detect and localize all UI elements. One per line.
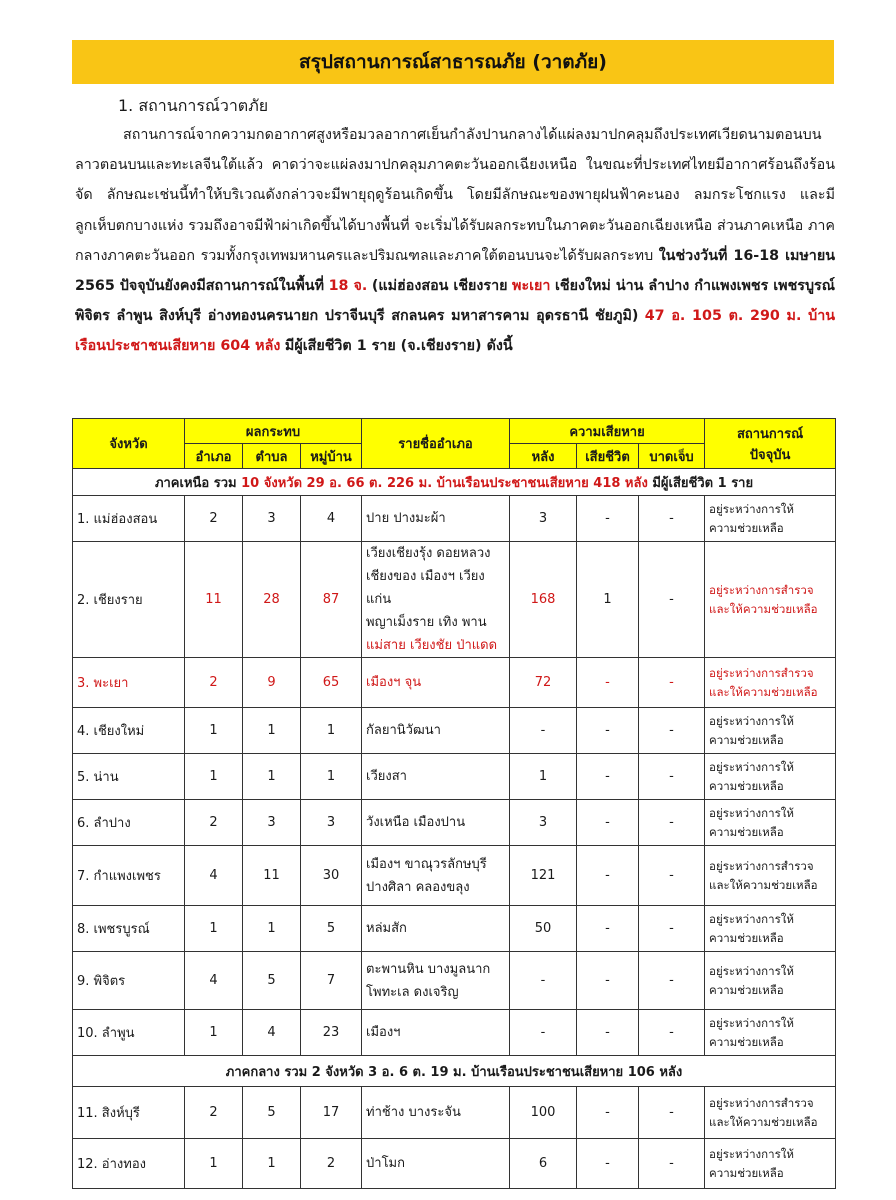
status-line: อยู่ระหว่างการให้ <box>709 713 794 728</box>
status-cell <box>705 496 836 542</box>
district-count-cell: 2 <box>185 800 243 846</box>
village-count-cell: 30 <box>301 846 362 906</box>
table-row <box>73 846 836 906</box>
status-line: อยู่ระหว่างการให้ <box>709 759 794 774</box>
injured-cell: - <box>639 1087 705 1139</box>
deaths-cell: - <box>577 496 639 542</box>
deaths-cell: - <box>577 800 639 846</box>
page-title: สรุปสถานการณ์สาธารณภัย (วาตภัย) <box>72 40 834 84</box>
header-injured: บาดเจ็บ <box>639 444 705 469</box>
district-names-line: เวียงสา <box>366 769 407 784</box>
province-cell: 12. อ่างทอง <box>73 1139 185 1189</box>
status-line: ความช่วยเหลือ <box>709 732 784 747</box>
village-count-cell: 5 <box>301 906 362 952</box>
intro-text-8: มีผู้เสียชีวิต 1 ราย (จ.เชียงราย) ดังนี้ <box>284 338 513 355</box>
district-names-cell <box>362 1139 510 1189</box>
injured-cell: - <box>639 496 705 542</box>
status-line: อยู่ระหว่างการสำรวจ <box>709 1095 814 1110</box>
region-summary-central-cell: ภาคกลาง รวม 2 จังหวัด 3 อ. 6 ต. 19 ม. บ้านเรือนประชาชนเสียหาย 106 หลัง <box>73 1056 836 1087</box>
district-names-cell <box>362 800 510 846</box>
table-row <box>73 754 836 800</box>
district-count-cell: 1 <box>185 1139 243 1189</box>
houses-cell: 6 <box>510 1139 577 1189</box>
status-cell <box>705 658 836 708</box>
village-count-cell: 3 <box>301 800 362 846</box>
province-cell: 11. สิงห์บุรี <box>73 1087 185 1139</box>
table-row <box>73 1087 836 1139</box>
status-line: อยู่ระหว่างการสำรวจ <box>709 665 814 680</box>
deaths-cell: - <box>577 952 639 1010</box>
district-names-line: เชียงของ เมืองฯ เวียงแก่น <box>366 569 485 607</box>
deaths-cell: - <box>577 754 639 800</box>
header-subdistrict: ตำบล <box>243 444 301 469</box>
district-names-line: หล่มสัก <box>366 921 407 936</box>
status-cell <box>705 906 836 952</box>
section-heading: 1. สถานการณ์วาตภัย <box>118 96 269 115</box>
injured-cell: - <box>639 1139 705 1189</box>
district-names-cell <box>362 952 510 1010</box>
table-row <box>73 496 836 542</box>
status-line: อยู่ระหว่างการให้ <box>709 963 794 978</box>
province-cell: 7. กำแพงเพชร <box>73 846 185 906</box>
injured-cell: - <box>639 846 705 906</box>
table-row <box>73 1010 836 1056</box>
district-names-line: วังเหนือ เมืองปาน <box>366 815 466 830</box>
deaths-cell: - <box>577 846 639 906</box>
intro-text-4: (แม่ฮ่องสอน เชียงราย <box>371 278 508 295</box>
intro-paragraph <box>75 120 835 362</box>
houses-cell: - <box>510 952 577 1010</box>
village-count-cell: 1 <box>301 754 362 800</box>
deaths-cell: - <box>577 708 639 754</box>
status-cell <box>705 1010 836 1056</box>
houses-cell: 3 <box>510 496 577 542</box>
table-row <box>73 658 836 708</box>
district-names-line: โพทะเล ดงเจริญ <box>366 984 459 1000</box>
region-north-deaths: มีผู้เสียชีวิต 1 ราย <box>652 475 754 491</box>
status-line: อยู่ระหว่างการให้ <box>709 911 794 926</box>
status-line: และให้ความช่วยเหลือ <box>709 601 818 616</box>
houses-cell: 100 <box>510 1087 577 1139</box>
table-row <box>73 952 836 1010</box>
district-names-line: ปาย ปางมะผ้า <box>366 511 446 526</box>
status-line: อยู่ระหว่างการสำรวจ <box>709 858 814 873</box>
district-count-cell: 1 <box>185 906 243 952</box>
province-cell: 1. แม่ฮ่องสอน <box>73 496 185 542</box>
status-cell <box>705 952 836 1010</box>
header-damage: ความเสียหาย <box>510 419 705 444</box>
header-district: อำเภอ <box>185 444 243 469</box>
houses-cell: 168 <box>510 542 577 658</box>
subdistrict-count-cell: 1 <box>243 708 301 754</box>
header-deaths: เสียชีวิต <box>577 444 639 469</box>
status-cell <box>705 846 836 906</box>
district-count-cell: 4 <box>185 846 243 906</box>
deaths-cell: - <box>577 1087 639 1139</box>
subdistrict-count-cell: 5 <box>243 952 301 1010</box>
deaths-cell: - <box>577 906 639 952</box>
table-row <box>73 1139 836 1189</box>
status-line: อยู่ระหว่างการให้ <box>709 1015 794 1030</box>
district-names-line: เมืองฯ จุน <box>366 675 422 690</box>
district-names-cell <box>362 658 510 708</box>
status-cell <box>705 542 836 658</box>
injured-cell: - <box>639 800 705 846</box>
district-names-cell <box>362 754 510 800</box>
village-count-cell: 23 <box>301 1010 362 1056</box>
subdistrict-count-cell: 3 <box>243 496 301 542</box>
table-row <box>73 708 836 754</box>
district-names-cell <box>362 1087 510 1139</box>
district-names-line: ป่าโมก <box>366 1156 405 1171</box>
status-line: อยู่ระหว่างการสำรวจ <box>709 582 814 597</box>
houses-cell: - <box>510 1010 577 1056</box>
status-line: อยู่ระหว่างการให้ <box>709 805 794 820</box>
subdistrict-count-cell: 9 <box>243 658 301 708</box>
district-names-line: เมืองฯ ขาณุวรลักษบุรี <box>366 856 487 872</box>
deaths-cell: - <box>577 658 639 708</box>
status-line: อยู่ระหว่างการให้ <box>709 1146 794 1161</box>
village-count-cell: 17 <box>301 1087 362 1139</box>
status-line: ความช่วยเหลือ <box>709 520 784 535</box>
province-cell: 8. เพชรบูรณ์ <box>73 906 185 952</box>
province-cell: 4. เชียงใหม่ <box>73 708 185 754</box>
district-count-cell: 2 <box>185 496 243 542</box>
status-line: และให้ความช่วยเหลือ <box>709 1114 818 1129</box>
province-cell: 3. พะเยา <box>73 658 185 708</box>
village-count-cell: 4 <box>301 496 362 542</box>
subdistrict-count-cell: 1 <box>243 754 301 800</box>
injured-cell: - <box>639 1010 705 1056</box>
district-names-line: เวียงเชียงรุ้ง ดอยหลวง <box>366 546 491 561</box>
deaths-cell: 1 <box>577 542 639 658</box>
district-names-cell <box>362 542 510 658</box>
header-status-line1: สถานการณ์ <box>736 426 804 442</box>
district-names-cell <box>362 496 510 542</box>
header-district-names: รายชื่ออำเภอ <box>362 419 510 469</box>
village-count-cell: 7 <box>301 952 362 1010</box>
region-north-label: ภาคเหนือ รวม <box>154 475 237 491</box>
status-line: ความช่วยเหลือ <box>709 778 784 793</box>
district-names-cell <box>362 906 510 952</box>
houses-cell: 121 <box>510 846 577 906</box>
deaths-cell: - <box>577 1010 639 1056</box>
region-summary-north-cell <box>73 469 836 496</box>
subdistrict-count-cell: 11 <box>243 846 301 906</box>
table-row <box>73 906 836 952</box>
status-cell <box>705 708 836 754</box>
injured-cell: - <box>639 658 705 708</box>
district-names-cell <box>362 846 510 906</box>
district-count-cell: 11 <box>185 542 243 658</box>
region-summary-north <box>73 469 836 496</box>
district-names-line: ตะพานหิน บางมูลนาก <box>366 961 491 977</box>
district-count-cell: 1 <box>185 754 243 800</box>
district-names-cell <box>362 1010 510 1056</box>
region-summary-central <box>73 1056 836 1087</box>
village-count-cell: 65 <box>301 658 362 708</box>
subdistrict-count-cell: 1 <box>243 1139 301 1189</box>
table-row <box>73 800 836 846</box>
status-cell <box>705 1139 836 1189</box>
injured-cell: - <box>639 906 705 952</box>
district-count-cell: 4 <box>185 952 243 1010</box>
intro-text-2: ในช่วงวันที่ 16-18 เมษายน 2565 ปัจจุบันยังคงมีสถานการณ์ในพื้นที่ <box>75 247 835 295</box>
intro-text-3: 18 จ. <box>328 278 368 295</box>
header-status <box>705 419 836 469</box>
district-names-line-highlight: แม่สาย เวียงชัย ป่าแดด <box>366 638 498 653</box>
subdistrict-count-cell: 28 <box>243 542 301 658</box>
village-count-cell: 2 <box>301 1139 362 1189</box>
status-line: ความช่วยเหลือ <box>709 982 784 997</box>
status-line: และให้ความช่วยเหลือ <box>709 877 818 892</box>
status-line: ความช่วยเหลือ <box>709 824 784 839</box>
houses-cell: 50 <box>510 906 577 952</box>
district-names-line: เมืองฯ <box>366 1025 401 1040</box>
province-cell: 10. ลำพูน <box>73 1010 185 1056</box>
district-count-cell: 1 <box>185 1010 243 1056</box>
header-village: หมู่บ้าน <box>301 444 362 469</box>
province-cell: 2. เชียงราย <box>73 542 185 658</box>
district-names-line: กัลยานิวัฒนา <box>366 723 441 738</box>
deaths-cell: - <box>577 1139 639 1189</box>
intro-text-5: พะเยา <box>512 278 551 295</box>
header-impact: ผลกระทบ <box>185 419 362 444</box>
injured-cell: - <box>639 542 705 658</box>
houses-cell: - <box>510 708 577 754</box>
status-cell <box>705 754 836 800</box>
district-names-line: ท่าช้าง บางระจัน <box>366 1105 461 1120</box>
subdistrict-count-cell: 1 <box>243 906 301 952</box>
disaster-summary-table <box>72 418 836 1189</box>
district-count-cell: 2 <box>185 1087 243 1139</box>
status-line: ความช่วยเหลือ <box>709 930 784 945</box>
injured-cell: - <box>639 708 705 754</box>
district-names-cell <box>362 708 510 754</box>
district-names-line: ปางศิลา คลองขลุง <box>366 879 470 895</box>
intro-text-6: เชียงใหม่ น่าน ลำปาง กำแพงเพชร เพชรบูรณ์ พิจิตร ลำพูน สิงห์บุรี อ่างทองนครนายก ปราจีนบุรี สกลนคร มหาสารคาม อุดรธานี ชัยภูมิ) <box>75 278 835 325</box>
injured-cell: - <box>639 952 705 1010</box>
subdistrict-count-cell: 5 <box>243 1087 301 1139</box>
province-cell: 6. ลำปาง <box>73 800 185 846</box>
province-cell: 5. น่าน <box>73 754 185 800</box>
houses-cell: 1 <box>510 754 577 800</box>
injured-cell: - <box>639 754 705 800</box>
status-cell <box>705 1087 836 1139</box>
intro-text-1: สถานการณ์จากความกดอากาศสูงหรือมวลอากาศเย็นกำลังปานกลางได้แผ่ลงมาปกคลุมถึงประเทศเวียดนามตอนบน ลาวตอนบนและทะเลจีนใต้แล้ว คาดว่าจะแผ่ลงมาปกคลุมภาคตะวันออกเฉียงเหนือ ในขณะที่ประเทศไทยมีอากาศร้อนถึงร้อนจัด ลักษณะเช่นนี้ทำให้บริเวณดังกล่าวจะมีพายุฤดูร้อนเกิดขึ้น โดยมีลักษณะของพายุฝนฟ้าคะนอง ลมกระโชกแรง และมีลูกเห็บตกบางแห่ง รวมถึงอาจมีฟ้าผ่าเกิดขึ้นได้บางพื้นที่ จะเริ่มได้รับผลกระทบในภาคตะวันออกเฉียงเหนือ ส่วนภาคเหนือ ภาคกลางภาคตะวันออก รวมทั้งกรุงเทพมหานครและปริมณฑลและภาคใต้ตอนบนจะได้รับผลกระทบ <box>75 127 835 264</box>
status-line: อยู่ระหว่างการให้ <box>709 501 794 516</box>
header-province: จังหวัด <box>73 419 185 469</box>
header-status-line2: ปัจจุบัน <box>749 447 791 463</box>
houses-cell: 72 <box>510 658 577 708</box>
status-cell <box>705 800 836 846</box>
status-line: ความช่วยเหลือ <box>709 1165 784 1180</box>
province-cell: 9. พิจิตร <box>73 952 185 1010</box>
header-houses: หลัง <box>510 444 577 469</box>
subdistrict-count-cell: 3 <box>243 800 301 846</box>
village-count-cell: 87 <box>301 542 362 658</box>
table-row <box>73 542 836 658</box>
status-line: ความช่วยเหลือ <box>709 1034 784 1049</box>
district-names-line: พญาเม็งราย เทิง พาน <box>366 615 487 630</box>
subdistrict-count-cell: 4 <box>243 1010 301 1056</box>
status-line: และให้ความช่วยเหลือ <box>709 684 818 699</box>
district-count-cell: 2 <box>185 658 243 708</box>
village-count-cell: 1 <box>301 708 362 754</box>
region-north-stats: 10 จังหวัด 29 อ. 66 ต. 226 ม. บ้านเรือนประชาชนเสียหาย 418 หลัง <box>241 475 648 491</box>
intro-text-7: 47 อ. 105 ต. 290 ม. บ้านเรือนประชาชนเสียหาย 604 หลัง <box>75 308 835 355</box>
houses-cell: 3 <box>510 800 577 846</box>
district-count-cell: 1 <box>185 708 243 754</box>
